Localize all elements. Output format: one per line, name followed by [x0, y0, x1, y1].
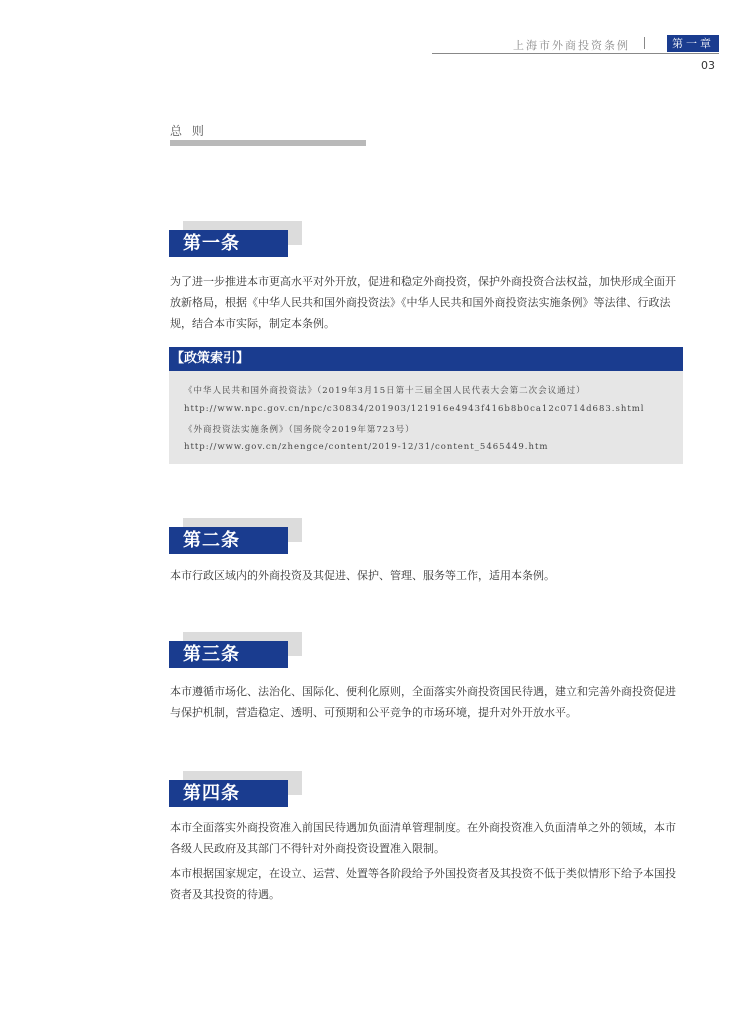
- article-4-heading: [169, 771, 302, 807]
- policy-index-title: 【政策索引】: [169, 347, 683, 371]
- article-1-label: 第一条: [169, 230, 288, 257]
- document-title: 上海市外商投资条例: [513, 39, 630, 52]
- article-3-paragraph: 本市遵循市场化、法治化、国际化、便利化原则，全面落实外商投资国民待遇，建立和完善外商投资促进与保护机制，营造稳定、透明、可预期和公平竞争的市场环境，提升对外开放水平。: [170, 685, 676, 719]
- policy-index-box: [169, 371, 683, 464]
- header-rule: [432, 53, 719, 54]
- article-1-paragraph: 为了进一步推进本市更高水平对外开放，促进和稳定外商投资，保护外商投资合法权益，加快形成全面开放新格局，根据《中华人民共和国外商投资法》《中华人民共和国外商投资法实施条例》等法律、行政法规，结合本市实际，制定本条例。: [170, 275, 676, 330]
- policy-link[interactable]: http://www.npc.gov.cn/npc/c30834/201903/121916e4943f416b8b0ca12c0714d683.shtml: [184, 404, 645, 414]
- article-2-label: 第二条: [169, 527, 288, 554]
- article-3-heading: [169, 632, 302, 668]
- article-2-paragraph: 本市行政区域内的外商投资及其促进、保护、管理、服务等工作，适用本条例。: [170, 569, 555, 582]
- article-2-heading: [169, 518, 302, 554]
- article-4-paragraph-1: 本市全面落实外商投资准入前国民待遇加负面清单管理制度。在外商投资准入负面清单之外的领域，本市各级人民政府及其部门不得针对外商投资设置准入限制。: [170, 821, 676, 855]
- policy-reference: 《中华人民共和国外商投资法》（2019年3月15日第十三届全国人民代表大会第二次会议通过）: [184, 386, 586, 396]
- article-4-label: 第四条: [169, 780, 288, 807]
- policy-link[interactable]: http://www.gov.cn/zhengce/content/2019-12/31/content_5465449.htm: [184, 442, 549, 452]
- article-3-label: 第三条: [169, 641, 288, 668]
- section-title: 总 则: [170, 124, 207, 138]
- article-1-heading: [169, 221, 302, 257]
- section-underline-bar: [170, 140, 366, 146]
- header-divider: [644, 37, 645, 49]
- chapter-badge: 第一章: [667, 35, 719, 52]
- policy-reference: 《外商投资法实施条例》（国务院令2019年第723号）: [184, 425, 415, 435]
- article-4-paragraph-2: 本市根据国家规定，在设立、运营、处置等各阶段给予外国投资者及其投资不低于类似情形下给予本国投资者及其投资的待遇。: [170, 867, 676, 901]
- page-number: 03: [701, 59, 715, 72]
